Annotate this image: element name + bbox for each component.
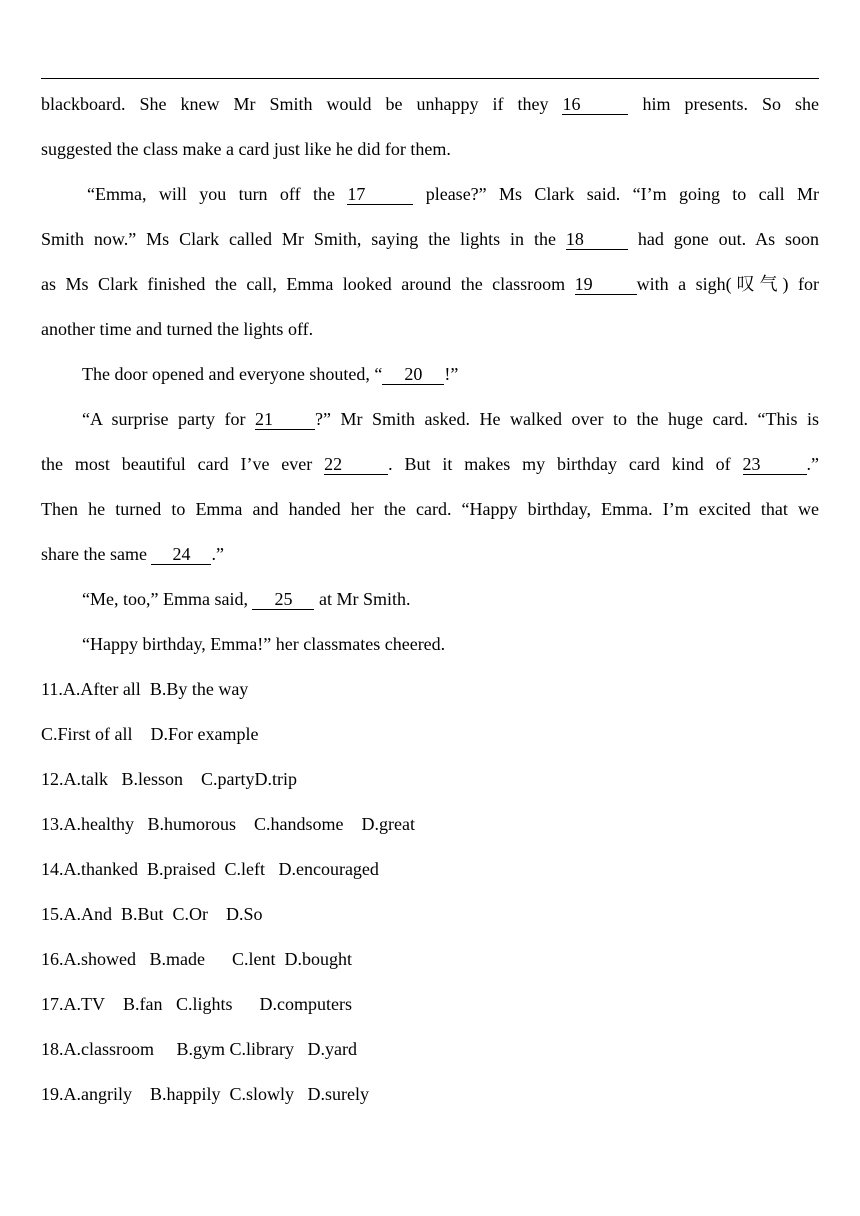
passage-line: suggested the class make a card just like he did for them. (41, 139, 451, 159)
blank-23: 23 (743, 455, 807, 475)
blank-21: 21 (255, 410, 315, 430)
option-b: B.By the way (149, 679, 249, 699)
option-c: C.lights (176, 994, 233, 1014)
option-b: B.humorous (147, 814, 236, 834)
question-14-options: 14.A.thanked B.praised C.left D.encouraged (41, 859, 379, 879)
blank-20: 20 (382, 365, 444, 385)
passage-line: “A surprise party for 21 ?” Mr Smith asked. He walked over to the huge card. “This is (82, 409, 820, 429)
passage-line: share the same 24 .” (41, 544, 224, 564)
option-d: D.yard (307, 1039, 357, 1059)
blank-18: 18 (566, 230, 628, 250)
blank-24: 24 (151, 545, 211, 565)
question-17-options: 17.A.TV B.fan C.lights D.computers (41, 994, 352, 1014)
passage-line: Smith now.” Ms Clark called Mr Smith, saying the lights in the 18 had gone out. As soon (41, 229, 820, 249)
question-11-options: 11.A.After all B.By the way (41, 679, 249, 699)
blank-19: 19 (575, 275, 637, 295)
option-c: C.slowly (229, 1084, 294, 1104)
option-a: A.After all (62, 679, 141, 699)
option-b: B.lesson (121, 769, 184, 789)
option-a: A.healthy (63, 814, 134, 834)
option-b: B.But (121, 904, 164, 924)
option-c: C.First of all (41, 724, 133, 744)
question-16-options: 16.A.showed B.made C.lent D.bought (41, 949, 352, 969)
option-d: D.great (361, 814, 415, 834)
passage-line: “Emma, will you turn off the 17 please?” Ms Clark said. “I’m going to call Mr (87, 184, 820, 204)
option-d: D.trip (254, 769, 298, 789)
option-c: C.left (224, 859, 265, 879)
passage-line: blackboard. She knew Mr Smith would be unhappy if they 16 him presents. So she (41, 94, 820, 114)
option-d: D.bought (284, 949, 352, 969)
passage-line: another time and turned the lights off. (41, 319, 314, 339)
blank-25: 25 (252, 590, 314, 610)
blank-22: 22 (324, 455, 388, 475)
option-c: C.Or (172, 904, 209, 924)
passage-line: “Me, too,” Emma said, 25 at Mr Smith. (82, 589, 411, 609)
option-d: D.For example (150, 724, 259, 744)
option-c: C.lent (232, 949, 276, 969)
option-a: A.angrily (63, 1084, 132, 1104)
option-b: B.praised (146, 859, 216, 879)
passage-line: Then he turned to Emma and handed her the card. “Happy birthday, Emma. I’m excited that we (41, 499, 819, 519)
question-19-options: 19.A.angrily B.happily C.slowly D.surely (41, 1084, 369, 1104)
option-a: A.And (63, 904, 112, 924)
option-b: B.gym (176, 1039, 225, 1059)
option-a: A.showed (63, 949, 136, 969)
option-b: B.made (149, 949, 205, 969)
question-13-options: 13.A.healthy B.humorous C.handsome D.great (41, 814, 415, 834)
option-d: D.surely (307, 1084, 369, 1104)
option-b: B.happily (149, 1084, 221, 1104)
option-d: D.encouraged (278, 859, 379, 879)
option-a: A.thanked (63, 859, 138, 879)
option-c: C.library (229, 1039, 294, 1059)
option-a: A.talk (63, 769, 108, 789)
option-a: A.TV (63, 994, 105, 1014)
option-d: D.computers (259, 994, 352, 1014)
option-c: C.party (201, 769, 255, 789)
question-18-options: 18.A.classroom B.gym C.library D.yard (41, 1039, 357, 1059)
option-b: B.fan (123, 994, 163, 1014)
header-rule (41, 78, 819, 79)
passage-line: “Happy birthday, Emma!” her classmates cheered. (82, 634, 446, 654)
question-12-options: 12.A.talk B.lesson C.partyD.trip (41, 769, 298, 789)
option-d: D.So (226, 904, 263, 924)
passage-line: the most beautiful card I’ve ever 22 . But it makes my birthday card kind of 23 .” (41, 454, 820, 474)
question-15-options: 15.A.And B.But C.Or D.So (41, 904, 263, 924)
blank-16: 16 (562, 95, 628, 115)
option-a: A.classroom (63, 1039, 154, 1059)
passage-line: The door opened and everyone shouted, “ 20 !” (82, 364, 459, 384)
option-c: C.handsome (254, 814, 344, 834)
blank-17: 17 (347, 185, 413, 205)
passage-line: as Ms Clark finished the call, Emma looked around the classroom 19 with a sigh(叹气) for (41, 274, 819, 294)
question-11-options-cont (41, 722, 819, 746)
